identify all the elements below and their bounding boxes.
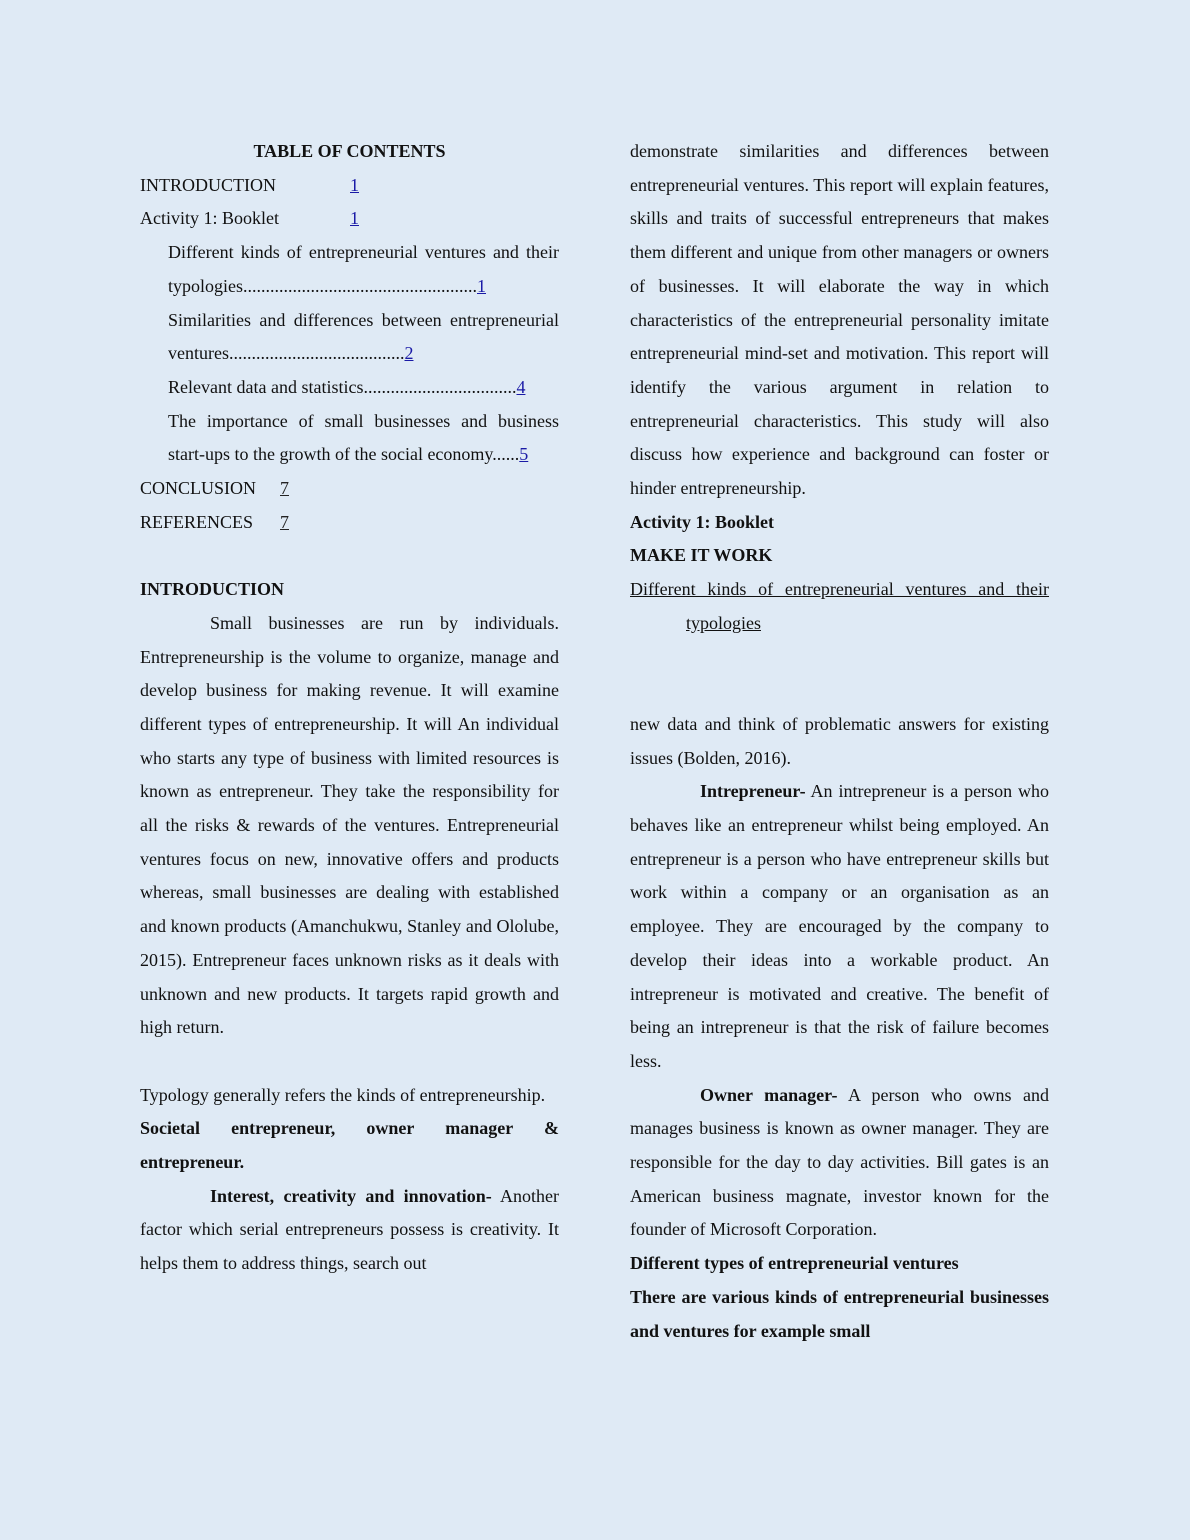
toc-page-link[interactable]: 5 — [519, 444, 529, 465]
toc-entry-label: Activity 1: Booklet — [140, 208, 279, 229]
toc-page-link[interactable]: 1 — [477, 275, 486, 296]
toc-subentry-label: Similarities and differences between entrepreneurial ventures....................................... — [168, 309, 559, 364]
toc-entry-conclusion — [140, 472, 559, 506]
societal-heading: Societal entrepreneur, owner manager & entrepreneur. — [140, 1118, 559, 1173]
various-kinds-paragraph: There are various kinds of entrepreneurial businesses and ventures for example small — [630, 1286, 1049, 1341]
toc-page-link[interactable]: 1 — [350, 208, 359, 229]
toc-subentry-importance — [140, 405, 559, 472]
toc-subentry-label: Relevant data and statistics.................................. — [168, 376, 517, 397]
intrepreneur-text: An intrepreneur is a person who behaves like an entrepreneur whilst being employed. An entrepreneur is a person who have entrepreneur skills but work within a company or an organisation as an employee. They are encouraged by the company to develop their ideas into a workable product. An intrepreneur is motivated and creative. The benefit of being an intrepreneur is that the risk of failure becomes less. — [630, 781, 1049, 1071]
typology-paragraph: Typology generally refers the kinds of entrepreneurship. — [140, 1084, 546, 1105]
toc-entry-references — [140, 506, 559, 540]
activity-heading: Activity 1: Booklet — [630, 511, 774, 532]
introduction-continued-paragraph: demonstrate similarities and differences between entrepreneurial ventures. This report will explain features, skills and traits of successful entrepreneurs that makes them different and unique from other managers or owners of businesses. It will elaborate the way in which characteristics of the entrepreneurial personality imitate entrepreneurial mind-set and motivation. This report will identify the various argument in relation to entrepreneurial characteristics. This study will also discuss how experience and background can foster or hinder entrepreneurship. — [630, 141, 1049, 499]
spacer — [630, 674, 1049, 708]
interest-text: Another factor which serial entrepreneurs possess is creativity. It helps them to address things, search out — [140, 1185, 560, 1274]
toc-page-link[interactable]: 7 — [280, 478, 289, 499]
spacer — [630, 641, 1049, 675]
toc-subentry-kinds — [140, 236, 559, 303]
toc-entry-label: INTRODUCTION — [140, 174, 276, 195]
make-it-work-heading: MAKE IT WORK — [630, 545, 773, 566]
left-column — [140, 135, 559, 1281]
intrepreneur-paragraph — [630, 775, 1049, 1078]
toc-page-link[interactable]: 1 — [350, 174, 359, 195]
owner-manager-paragraph — [630, 1079, 1049, 1248]
interest-term: Interest, creativity and innovation- — [210, 1185, 492, 1206]
toc-entry-label: CONCLUSION — [140, 478, 257, 499]
toc-subentry-similarities — [140, 304, 559, 371]
right-column — [630, 135, 1049, 1348]
toc-entry-activity — [140, 202, 559, 236]
toc-page-link[interactable]: 7 — [280, 511, 289, 532]
toc-page-link[interactable]: 4 — [516, 376, 526, 397]
toc-page-link[interactable]: 2 — [404, 343, 414, 364]
toc-subentry-statistics — [140, 371, 559, 405]
new-data-paragraph: new data and think of problematic answers for existing issues (Bolden, 2016). — [630, 713, 1049, 768]
toc-subentry-label: The importance of small businesses and business start-ups to the growth of the social economy...... — [168, 410, 559, 465]
intrepreneur-term: Intrepreneur- — [700, 781, 806, 802]
interest-paragraph — [140, 1180, 559, 1281]
toc-heading: TABLE OF CONTENTS — [253, 141, 446, 161]
owner-manager-term: Owner manager- — [700, 1084, 838, 1105]
introduction-heading: INTRODUCTION — [140, 579, 285, 600]
spacer — [140, 1045, 559, 1079]
toc-entry-introduction — [140, 169, 559, 203]
types-heading: Different types of entrepreneurial ventures — [630, 1253, 959, 1274]
owner-manager-text: A person who owns and manages business is known as owner manager. They are responsible for the day to day activities. Bill gates is an American business magnate, investor known for the founder of Microsoft Corporation. — [630, 1084, 1049, 1240]
kinds-subheading: Different kinds of entrepreneurial ventures and their typologies — [630, 579, 1049, 633]
spacer — [140, 539, 559, 573]
toc-entry-label: REFERENCES — [140, 511, 254, 532]
introduction-paragraph: Small businesses are run by individuals. Entrepreneurship is the volume to organize, manage and develop business for making revenue. It will examine different types of entrepreneurship. It will An individual who starts any type of business with limited resources is known as entrepreneur. They take the responsibility for all the risks & rewards of the ventures. Entrepreneurial ventures focus on new, innovative offers and products whereas, small businesses are dealing with established and known products (Amanchukwu, Stanley and Ololube, 2015). Entrepreneur faces unknown risks as it deals with unknown and new products. It targets rapid growth and high return. — [140, 612, 559, 1038]
toc-subentry-label: Different kinds of entrepreneurial ventures and their typologies.................................................... — [168, 242, 559, 296]
